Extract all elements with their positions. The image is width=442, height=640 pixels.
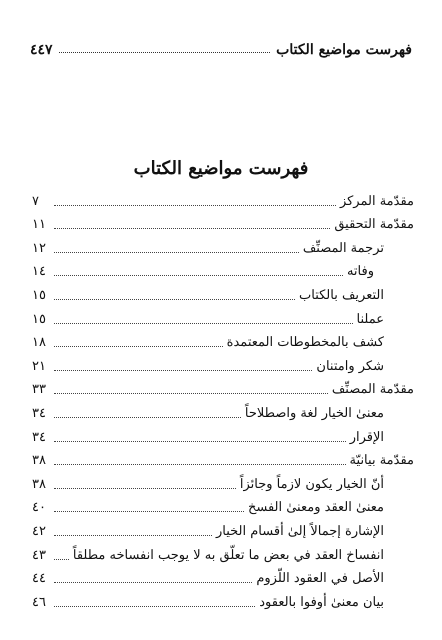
toc-title: فهرست مواضيع الكتاب	[133, 158, 309, 179]
toc-entry-page: ١٥	[32, 311, 46, 327]
toc-entry	[32, 328, 414, 352]
toc-entry	[32, 422, 414, 446]
toc-entry	[32, 398, 414, 422]
toc-entry-label: أنّ الخيار يكون لازماً وجائزاً	[239, 476, 384, 492]
leader-dots	[54, 228, 330, 229]
leader-dots	[54, 417, 241, 418]
running-header-title: فهرست مواضيع الكتاب	[276, 42, 412, 58]
leader-dots	[54, 464, 346, 465]
toc-entry	[32, 351, 414, 375]
toc-entry	[32, 210, 414, 234]
toc-entry-page: ٤٣	[32, 547, 46, 563]
toc-entry-page: ٣٨	[32, 453, 46, 469]
leader-dots	[54, 606, 255, 607]
leader-dots	[54, 393, 328, 394]
toc-entry-label: كشف بالمخطوطات المعتمدة	[226, 335, 384, 351]
toc-entry-page: ١٤	[32, 264, 46, 280]
toc-entry	[32, 516, 414, 540]
toc-entry-label: مقدّمة المصنِّف	[331, 382, 414, 398]
toc-entry-label: معنىٰ العقد ومعنىٰ الفسخ	[247, 500, 384, 516]
toc-entry	[32, 186, 414, 210]
toc-entry-page: ١٥	[32, 287, 46, 303]
running-header	[30, 36, 412, 58]
toc-entry-label: بيان معنىٰ أوفوا بالعقود	[259, 594, 384, 610]
toc-entry	[32, 233, 414, 257]
leader-dots	[54, 511, 244, 512]
toc-entry-label: وفاته	[346, 264, 374, 280]
running-header-page-number: ٤٤٧	[30, 42, 53, 58]
leader-dots	[54, 299, 295, 300]
toc-entry	[32, 446, 414, 470]
toc-entry	[32, 493, 414, 517]
toc-entry-page: ٢١	[32, 358, 46, 374]
toc-entry-label: انفساخ العقد في بعض ما تعلّق به لا يوجب انفساخه مطلقاً	[72, 547, 384, 563]
leader-dots	[54, 535, 212, 536]
leader-dots	[54, 441, 346, 442]
toc-entry-label: التعريف بالكتاب	[299, 287, 384, 303]
leader-dots	[54, 370, 312, 371]
toc-entry-page: ١٢	[32, 240, 46, 256]
toc-entry-label: الأصل في العقود اللّزوم	[256, 571, 384, 587]
toc-entry-page: ١٨	[32, 335, 46, 351]
toc-entry-page: ٣٣	[32, 382, 46, 398]
leader-dots	[59, 52, 271, 53]
toc-entry-label: شكر وامتنان	[316, 358, 384, 374]
toc-entry	[32, 587, 414, 611]
toc-entry-label: مقدّمة التحقيق	[334, 217, 414, 233]
table-of-contents	[32, 186, 414, 611]
toc-entry	[32, 304, 414, 328]
toc-entry	[32, 257, 414, 281]
leader-dots	[54, 275, 343, 276]
toc-entry	[32, 564, 414, 588]
toc-entry-page: ٤٤	[32, 571, 46, 587]
toc-entry-label: مقدّمة بيانيّة	[349, 453, 414, 469]
leader-dots	[54, 559, 69, 560]
toc-entry-label: الإشارة إجمالاً إلىٰ أقسام الخيار	[215, 523, 384, 539]
toc-entry-page: ٣٤	[32, 405, 46, 421]
toc-entry	[32, 280, 414, 304]
toc-entry-page: ٧	[32, 193, 39, 209]
toc-entry-label: عملنا	[356, 311, 384, 327]
toc-entry-page: ٤٦	[32, 594, 46, 610]
leader-dots	[54, 323, 353, 324]
toc-entry-label: ترجمة المصنِّف	[302, 240, 384, 256]
toc-entry	[32, 469, 414, 493]
leader-dots	[54, 252, 299, 253]
toc-entry-label: معنىٰ الخيار لغة واصطلاحاً	[244, 405, 384, 421]
leader-dots	[54, 488, 236, 489]
toc-entry-label: مقدّمة المركز	[339, 193, 414, 209]
toc-entry	[32, 375, 414, 399]
toc-entry-page: ٣٨	[32, 476, 46, 492]
leader-dots	[54, 346, 223, 347]
toc-entry-page: ٣٤	[32, 429, 46, 445]
toc-entry-page: ١١	[32, 217, 46, 233]
toc-entry	[32, 540, 414, 564]
leader-dots	[54, 582, 252, 583]
leader-dots	[54, 205, 336, 206]
toc-entry-label: الإقرار	[349, 429, 384, 445]
toc-entry-page: ٤٢	[32, 523, 46, 539]
toc-entry-page: ٤٠	[32, 500, 46, 516]
